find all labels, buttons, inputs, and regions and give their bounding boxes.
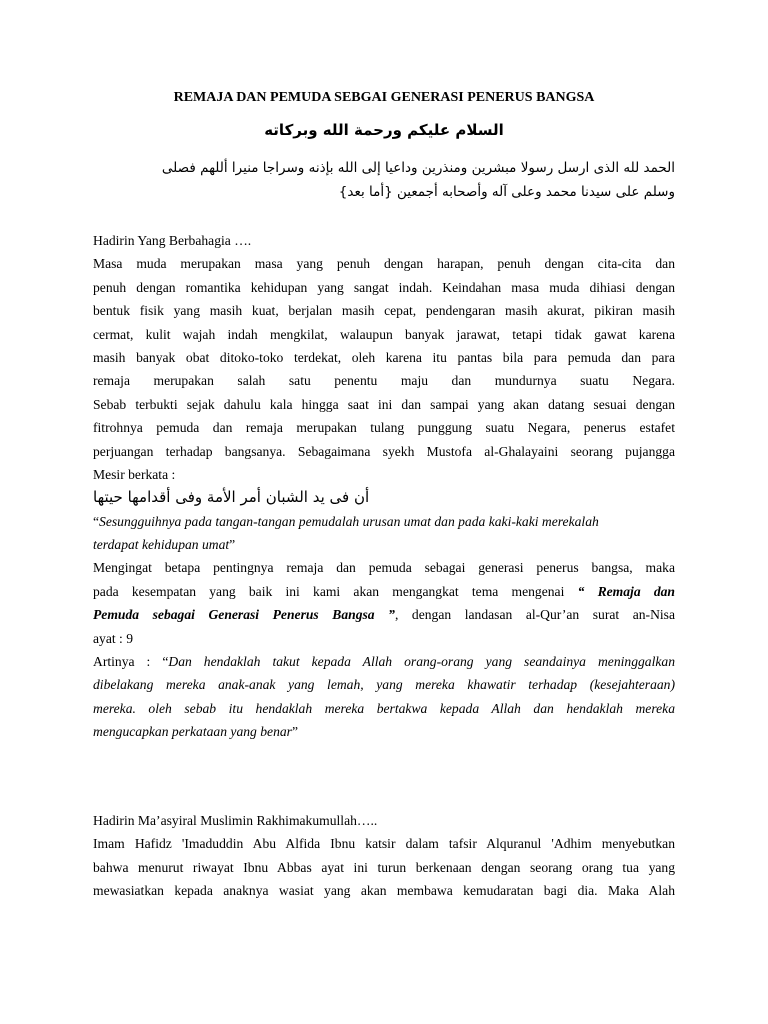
arabic-intro-line: وسلم على سيدنا محمد وعلى آله وأصحابه أجمعين {أما بعد} — [338, 184, 675, 200]
section-tafsir — [93, 809, 675, 903]
quote-open: “ — [93, 513, 100, 529]
artinya-line — [93, 650, 675, 673]
paragraph-line: Sebab terbukti sejak dahulu kala hingga saat ini dan sampai yang akan datang sesuai dengan — [93, 396, 675, 412]
paragraph-line — [93, 580, 675, 603]
paragraph-line: ayat : 9 — [93, 630, 134, 646]
paragraph-line — [93, 603, 675, 626]
artinya-line: mereka. oleh sebab itu hendaklah mereka bertakwa kepada Allah dan hendaklah mereka — [93, 700, 675, 716]
artinya-line: dibelakang mereka anak-anak yang lemah, yang mereka khawatir terhadap (kesejahteraan) — [93, 677, 675, 693]
translation-line — [93, 533, 675, 556]
paragraph-line: penuh dengan romantika kehidupan yang sangat indah. Keindahan masa muda dihiasi dengan — [93, 279, 675, 295]
paragraph-line: perjuangan terhadap bangsanya. Sebagaimana syekh Mustofa al-Ghalayaini seorang pujangga — [93, 443, 675, 459]
section-opening — [93, 229, 675, 744]
theme-title-part1: “ Remaja dan — [577, 583, 675, 599]
section-greeting: Hadirin Ma’asyiral Muslimin Rakhimakumullah….. — [93, 813, 378, 828]
arabic-quote: أن فى يد الشبان أمر الأمة وفى أقدامها حيتها — [93, 488, 370, 507]
paragraph-line: remaja merupakan salah satu penentu maju dan mundurnya suatu Negara. — [93, 373, 675, 389]
artinya-line — [93, 720, 675, 743]
paragraph-line: masih banyak obat ditoko-toko terdekat, oleh karena itu pantas bila para pemuda dan para — [93, 349, 675, 365]
paragraph-line: mewasiatkan kepada anaknya wasiat yang akan membawa kemudaratan bagi dia. Maka Alah — [93, 883, 675, 899]
theme-title-part2: Pemuda sebagai Generasi Penerus Bangsa ” — [93, 607, 395, 623]
quote-close: ” — [291, 724, 298, 740]
paragraph-line: cermat, kulit wajah indah mengkilat, walaupun banyak jarawat, tetapi tidak gawat karena — [93, 326, 675, 342]
paragraph-line: Masa muda merupakan masa yang penuh dengan harapan, penuh dengan cita-cita dan — [93, 256, 675, 272]
translation-text: Sesungguihnya pada tangan-tangan pemudalah urusan umat dan pada kaki-kaki merekalah — [99, 513, 599, 529]
artinya-label: Artinya : “ — [93, 654, 169, 670]
paragraph-line: Mesir berkata : — [93, 466, 176, 482]
paragraph-line: Mengingat betapa pentingnya remaja dan pemuda sebagai generasi penerus bangsa, maka — [93, 560, 675, 576]
artinya-text: mengucapkan perkataan yang benar — [93, 724, 292, 740]
theme-intro-text: pada kesempatan yang baik ini kami akan mengangkat tema mengenai — [93, 583, 565, 599]
paragraph-line: bentuk fisik yang masih kuat, berjalan masih cepat, pendengaran masih akurat, pikiran masih — [93, 303, 675, 319]
arabic-salam: السلام عليكم ورحمة الله وبركاته — [264, 121, 504, 139]
translation-text: terdapat kehidupan umat — [93, 537, 230, 553]
translation-line — [93, 510, 675, 533]
arabic-opening-prayer — [93, 156, 675, 204]
document-title: REMAJA DAN PEMUDA SEBGAI GENERASI PENERUS BANGSA — [173, 90, 595, 105]
arabic-intro-line: الحمد لله الذى ارسل رسولا مبشرين ومنذرين وداعيا إلى الله بإذنه وسراجا منيرا أللهم فصلى — [161, 160, 675, 176]
paragraph-line: bahwa menurut riwayat Ibnu Abbas ayat ini turun berkenaan dengan seorang orang tua yang — [93, 859, 675, 875]
artinya-text: Dan hendaklah takut kepada Allah orang-orang yang seandainya meninggalkan — [168, 654, 676, 670]
arabic-quote-line — [93, 486, 675, 509]
section-greeting: Hadirin Yang Berbahagia …. — [93, 233, 252, 248]
quote-close: ” — [229, 537, 236, 553]
theme-source-text: , dengan landasan al-Qur’an surat an-Nisa — [394, 607, 675, 623]
paragraph-line: Imam Hafidz 'Imaduddin Abu Alfida Ibnu katsir dalam tafsir Alquranul 'Adhim menyebutkan — [93, 836, 675, 852]
paragraph-line: fitrohnya pemuda dan remaja merupakan tulang punggung suatu Negara, penerus estafet — [93, 420, 675, 436]
